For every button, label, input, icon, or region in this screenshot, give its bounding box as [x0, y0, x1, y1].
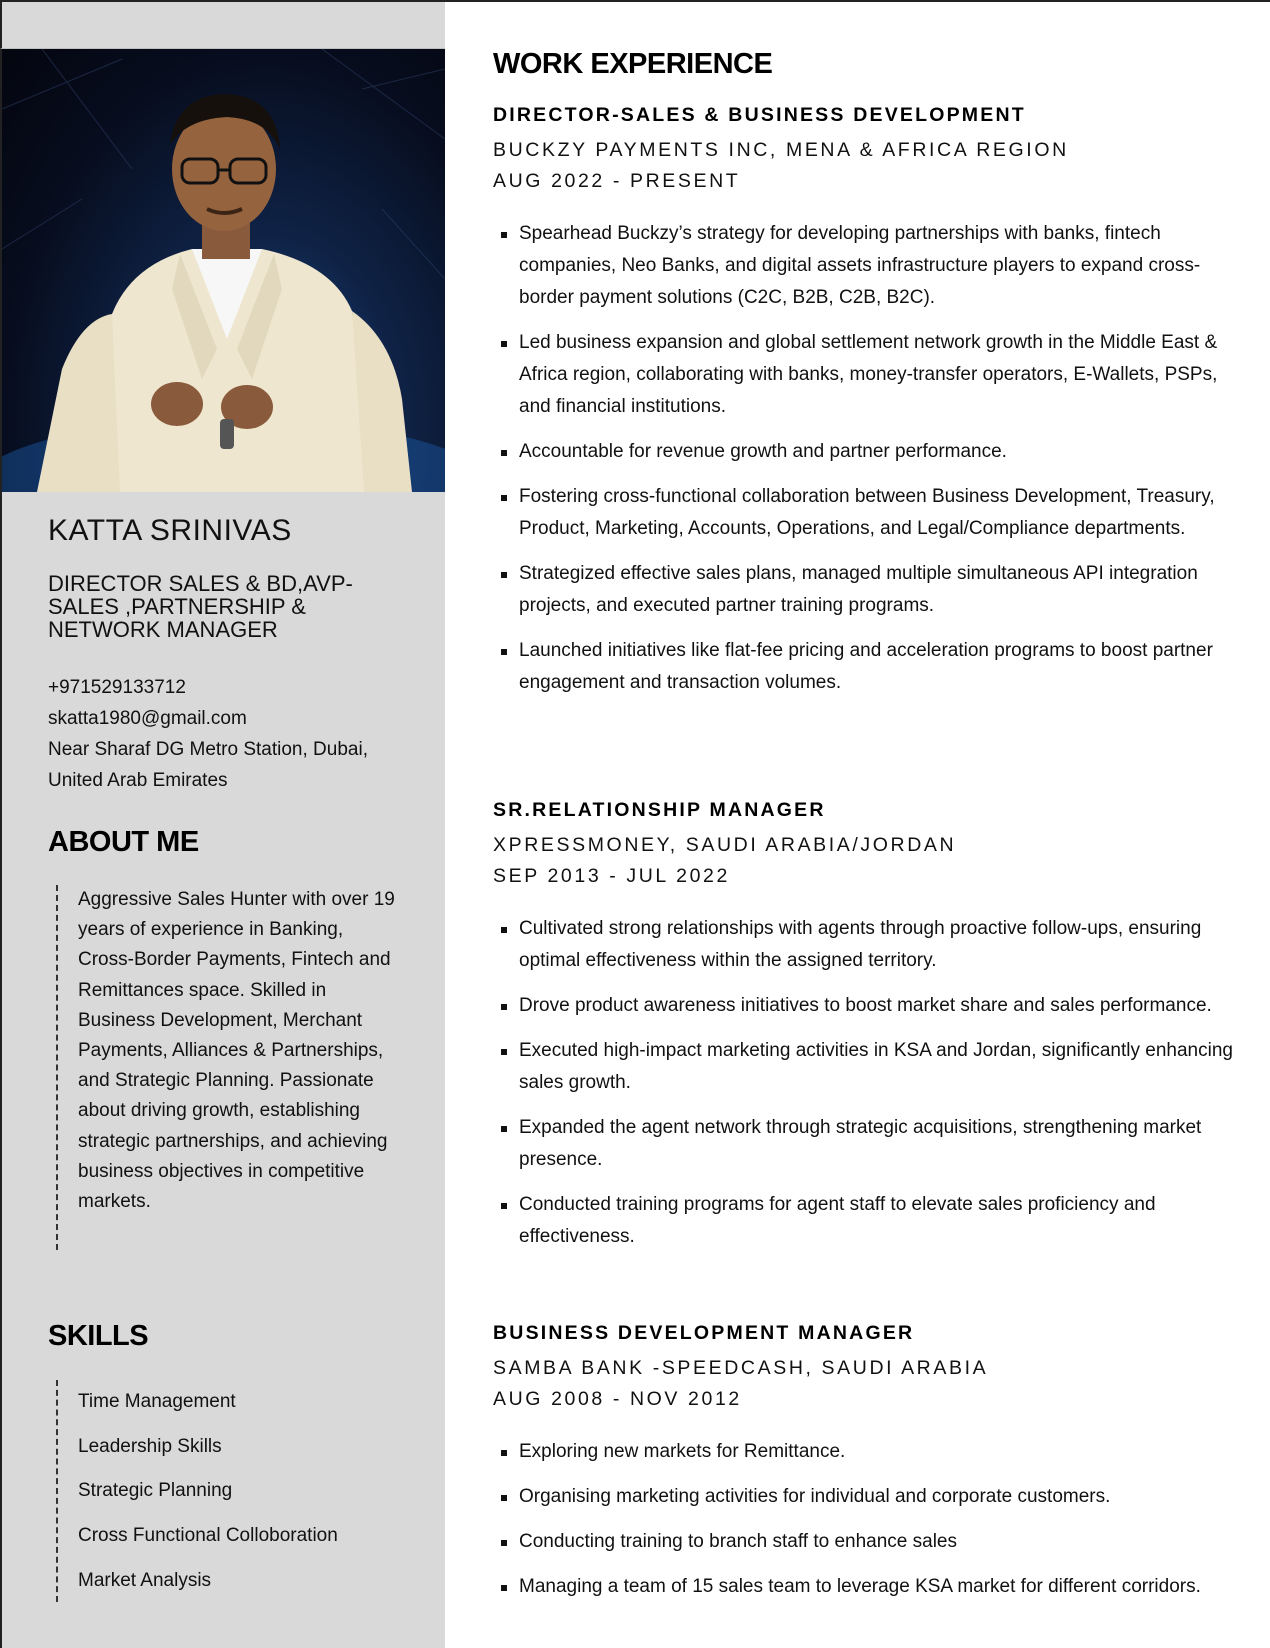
- profile-photo-illustration: [2, 49, 445, 492]
- job-bullets: [493, 218, 1233, 699]
- list-item: Exploring new markets for Remittance.: [493, 1436, 1233, 1468]
- job-company: XPRESSMONEY, SAUDI ARABIA/JORDAN: [493, 834, 957, 856]
- skill-item: Cross Functional Colloboration: [78, 1525, 338, 1547]
- job-title: BUSINESS DEVELOPMENT MANAGER: [493, 1322, 915, 1344]
- job-entry: [493, 104, 1233, 712]
- contact-address-line1: Near Sharaf DG Metro Station, Dubai,: [48, 739, 368, 760]
- list-item: Spearhead Buckzy’s strategy for developing partnerships with banks, fintech companies, Neo Banks, and digital assets infrastructure players to expand cross-border payment solutions (C2C, B2B, C2B, B2C).: [493, 218, 1233, 314]
- job-bullets: [493, 1436, 1233, 1603]
- list-item: Fostering cross-functional collaboration between Business Development, Treasury, Product, Marketing, Accounts, Operations, and Legal/Compliance departments.: [493, 481, 1233, 545]
- job-bullets: [493, 913, 1233, 1253]
- list-item: Strategized effective sales plans, managed multiple simultaneous API integration projects, and executed partner training programs.: [493, 558, 1233, 622]
- contact-info: [48, 672, 368, 796]
- job-company: SAMBA BANK -SPEEDCASH, SAUDI ARABIA: [493, 1357, 989, 1379]
- list-item: Led business expansion and global settlement network growth in the Middle East & Africa region, collaborating with banks, money-transfer operators, E-Wallets, PSPs, and financial institutions.: [493, 327, 1233, 423]
- list-item: Accountable for revenue growth and partner performance.: [493, 436, 1233, 468]
- list-item: Expanded the agent network through strategic acquisitions, strengthening market presence.: [493, 1112, 1233, 1176]
- work-heading: WORK EXPERIENCE: [493, 48, 773, 80]
- list-item: Drove product awareness initiatives to boost market share and sales performance.: [493, 990, 1233, 1022]
- contact-address-line2: United Arab Emirates: [48, 770, 228, 791]
- list-item: Conducted training programs for agent staff to elevate sales proficiency and effectiveness.: [493, 1189, 1233, 1253]
- job-entry: [493, 799, 1233, 1266]
- skill-item: Strategic Planning: [78, 1480, 233, 1502]
- job-dates: SEP 2013 - JUL 2022: [493, 865, 730, 887]
- sidebar-top-band: [0, 2, 445, 49]
- contact-phone: +971529133712: [48, 677, 186, 698]
- skill-item: Time Management: [78, 1391, 236, 1412]
- job-company: BUCKZY PAYMENTS INC, MENA & AFRICA REGION: [493, 139, 1069, 161]
- list-item: Organising marketing activities for individual and corporate customers.: [493, 1481, 1233, 1513]
- profile-role: DIRECTOR SALES & BD,AVP-SALES ,PARTNERSHIP & NETWORK MANAGER: [48, 571, 353, 642]
- about-text: Aggressive Sales Hunter with over 19 years of experience in Banking, Cross-Border Payments, Fintech and Remittances space. Skilled in Business Development, Merchant Payments, Alliances & Partnerships, and Strategic Planning. Passionate about driving growth, establishing strategic partnerships, and achieving business objectives in competitive markets.: [78, 889, 395, 1213]
- job-title: DIRECTOR-SALES & BUSINESS DEVELOPMENT: [493, 104, 1026, 126]
- job-title: SR.RELATIONSHIP MANAGER: [493, 799, 826, 821]
- skill-item: Market Analysis: [78, 1569, 212, 1591]
- about-section: [56, 885, 396, 1250]
- job-entry: [493, 1322, 1233, 1616]
- list-item: Launched initiatives like flat-fee pricing and acceleration programs to boost partner engagement and transaction volumes.: [493, 635, 1233, 699]
- work-experience-section: [493, 48, 1233, 81]
- job-dates: AUG 2022 - PRESENT: [493, 170, 741, 192]
- skill-item: Leadership Skills: [78, 1435, 222, 1457]
- job-dates: AUG 2008 - NOV 2012: [493, 1388, 742, 1410]
- list-item: Conducting training to branch staff to enhance sales: [493, 1526, 1233, 1558]
- list-item: Managing a team of 15 sales team to leverage KSA market for different corridors.: [493, 1571, 1233, 1603]
- profile-name: KATTA SRINIVAS: [48, 514, 292, 547]
- contact-email: skatta1980@gmail.com: [48, 708, 247, 729]
- skills-section: [56, 1380, 396, 1602]
- skills-heading: SKILLS: [48, 1320, 149, 1352]
- about-heading: ABOUT ME: [48, 826, 199, 858]
- list-item: Cultivated strong relationships with agents through proactive follow-ups, ensuring optimal effectiveness within the assigned territory.: [493, 913, 1233, 977]
- list-item: Executed high-impact marketing activities in KSA and Jordan, significantly enhancing sales growth.: [493, 1035, 1233, 1099]
- profile-photo: [2, 49, 445, 492]
